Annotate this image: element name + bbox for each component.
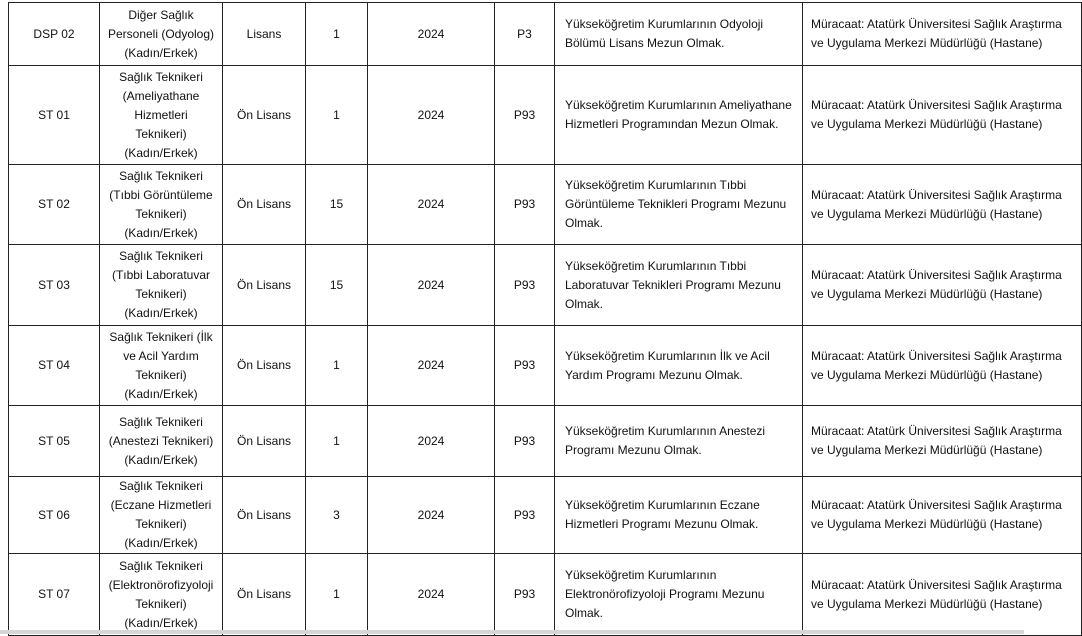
education-level-cell (223, 165, 306, 245)
qualification-line: Yükseköğretim Kurumlarının Anestezi (565, 424, 766, 438)
score-type-cell (495, 66, 555, 165)
education-level-cell (223, 66, 306, 165)
exam-year-cell (368, 406, 495, 477)
position-title-cell (100, 477, 223, 554)
position-title-line: (Kadın/Erkek) (124, 452, 198, 467)
application-cell (803, 3, 1082, 66)
education-level-text: Ön Lisans (236, 197, 292, 211)
position-title-line: Teknikeri) (135, 367, 187, 382)
position-title-line: Teknikeri) (135, 206, 187, 221)
position-title-line: Teknikeri) (135, 596, 187, 611)
position-title-cell (100, 3, 223, 66)
application-cell (803, 165, 1082, 245)
page-bottom-edge (0, 630, 1024, 634)
qualification-line: Bölümü Lisans Mezun Olmak. (565, 36, 725, 50)
position-title-line: Sağlık Teknikeri (119, 479, 203, 493)
score-type-cell (495, 3, 555, 66)
exam-year-cell (368, 3, 495, 66)
position-code-cell (9, 245, 100, 326)
qualification-line: Yükseköğretim Kurumlarının Tıbbi (565, 178, 747, 192)
exam-year-cell (368, 66, 495, 165)
score-type-cell (495, 165, 555, 245)
application-line: Müracaat: Atatürk Üniversitesi Sağlık Araştırma (811, 98, 1062, 112)
qualification-cell (555, 554, 803, 636)
position-title-line: (Kadın/Erkek) (124, 615, 198, 630)
position-code-text: ST 06 (38, 507, 70, 522)
position-title-line: (Eczane Hizmetleri (110, 498, 212, 512)
position-title-line: (Tıbbi Laboratuvar (111, 268, 211, 282)
table-row (9, 165, 1082, 245)
education-level-text: Ön Lisans (236, 358, 292, 372)
application-line: Müracaat: Atatürk Üniversitesi Sağlık Araştırma (811, 268, 1062, 282)
position-title-line: Teknikeri) (135, 287, 187, 301)
position-title-line: (Kadın/Erkek) (124, 306, 198, 320)
quota-text: 15 (329, 277, 344, 292)
application-line: ve Uygulama Merkezi Müdürlüğü (Hastane) (811, 596, 1043, 611)
quota-text: 1 (333, 433, 340, 448)
quota-cell (306, 477, 368, 554)
exam-year-cell (368, 554, 495, 636)
score-type-cell (495, 245, 555, 326)
application-line: Müracaat: Atatürk Üniversitesi Sağlık Araştırma (811, 424, 1062, 438)
qualification-line: Olmak. (565, 216, 604, 230)
qualification-line: Yardım Programı Mezunu Olmak. (565, 367, 743, 382)
exam-year-text: 2024 (417, 433, 445, 448)
positions-table (8, 2, 1082, 636)
education-level-cell (223, 406, 306, 477)
application-cell (803, 326, 1082, 406)
position-code-cell (9, 406, 100, 477)
exam-year-cell (368, 245, 495, 326)
education-level-text: Ön Lisans (236, 507, 292, 522)
position-title-line: Teknikeri) (135, 126, 187, 141)
application-cell (803, 406, 1082, 477)
position-title-line: ve Acil Yardım (123, 348, 199, 363)
quota-text: 3 (333, 507, 340, 522)
position-title-line: Sağlık Teknikeri (119, 249, 203, 263)
position-code-text: ST 04 (38, 358, 70, 372)
education-level-cell (223, 477, 306, 554)
education-level-text: Ön Lisans (236, 433, 292, 448)
quota-cell (306, 554, 368, 636)
score-type-text: P93 (513, 507, 536, 522)
position-title-line: Sağlık Teknikeri (119, 414, 203, 429)
position-title-line: (Kadın/Erkek) (124, 536, 198, 550)
position-title-cell (100, 66, 223, 165)
quota-cell (306, 326, 368, 406)
table-row (9, 245, 1082, 326)
application-line: ve Uygulama Merkezi Müdürlüğü (Hastane) (811, 367, 1043, 382)
position-title-line: (Anestezi Teknikeri) (108, 433, 214, 448)
position-title-line: Sağlık Teknikeri (119, 69, 203, 84)
quota-text: 1 (333, 358, 340, 372)
score-type-cell (495, 554, 555, 636)
exam-year-text: 2024 (417, 507, 445, 522)
application-line: ve Uygulama Merkezi Müdürlüğü (Hastane) (811, 443, 1043, 457)
position-code-cell (9, 326, 100, 406)
application-line: Müracaat: Atatürk Üniversitesi Sağlık Araştırma (811, 187, 1062, 202)
application-line: Müracaat: Atatürk Üniversitesi Sağlık Araştırma (811, 17, 1062, 31)
qualification-line: Yükseköğretim Kurumlarının (565, 568, 717, 582)
application-line: Müracaat: Atatürk Üniversitesi Sağlık Araştırma (811, 348, 1062, 363)
education-level-cell (223, 3, 306, 66)
qualification-line: Olmak. (565, 296, 604, 311)
exam-year-text: 2024 (417, 358, 445, 372)
qualification-line: Laboratuvar Teknikleri Programı Mezunu (565, 277, 781, 292)
exam-year-text: 2024 (417, 277, 445, 292)
quota-cell (306, 3, 368, 66)
score-type-text: P93 (513, 277, 536, 292)
position-title-cell (100, 326, 223, 406)
score-type-text: P93 (513, 197, 536, 211)
quota-cell (306, 245, 368, 326)
position-code-text: DSP 02 (33, 26, 75, 41)
table-row (9, 477, 1082, 554)
application-line: ve Uygulama Merkezi Müdürlüğü (Hastane) (811, 36, 1043, 50)
qualification-cell (555, 66, 803, 165)
exam-year-text: 2024 (417, 197, 445, 211)
position-title-line: (Kadın/Erkek) (124, 45, 198, 60)
table-row (9, 66, 1082, 165)
score-type-text: P93 (513, 433, 536, 448)
table-row (9, 326, 1082, 406)
qualification-line: Yükseköğretim Kurumlarının Tıbbi (565, 258, 747, 273)
position-title-line: (Kadın/Erkek) (124, 145, 198, 160)
score-type-cell (495, 326, 555, 406)
table-body (9, 3, 1082, 636)
position-title-line: (Kadın/Erkek) (124, 225, 198, 240)
quota-text: 15 (329, 197, 344, 211)
position-code-cell (9, 66, 100, 165)
table-row (9, 406, 1082, 477)
education-level-cell (223, 554, 306, 636)
table-row (9, 3, 1082, 66)
position-title-line: Diğer Sağlık (128, 7, 194, 22)
position-code-text: ST 07 (38, 587, 70, 601)
quota-cell (306, 165, 368, 245)
position-code-text: ST 05 (38, 433, 70, 448)
qualification-line: Hizmetleri Programından Mezun Olmak. (565, 117, 779, 131)
education-level-text: Ön Lisans (236, 107, 292, 122)
position-title-cell (100, 554, 223, 636)
application-line: Müracaat: Atatürk Üniversitesi Sağlık Araştırma (811, 577, 1062, 592)
position-title-line: (Ameliyathane (122, 88, 200, 103)
position-code-cell (9, 554, 100, 636)
application-line: ve Uygulama Merkezi Müdürlüğü (Hastane) (811, 517, 1043, 531)
application-line: Müracaat: Atatürk Üniversitesi Sağlık Araştırma (811, 498, 1062, 512)
qualification-line: Görüntüleme Teknikleri Programı Mezunu (565, 197, 787, 211)
position-title-line: (Tıbbi Görüntüleme (109, 187, 213, 202)
score-type-cell (495, 477, 555, 554)
quota-cell (306, 66, 368, 165)
exam-year-cell (368, 477, 495, 554)
application-cell (803, 66, 1082, 165)
quota-cell (306, 406, 368, 477)
position-title-cell (100, 165, 223, 245)
qualification-cell (555, 326, 803, 406)
position-title-line: Sağlık Teknikeri (119, 558, 203, 573)
qualification-line: Yükseköğretim Kurumlarının Eczane (565, 498, 760, 512)
qualification-line: Yükseköğretim Kurumlarının Odyoloji (565, 17, 764, 31)
score-type-cell (495, 406, 555, 477)
qualification-cell (555, 3, 803, 66)
exam-year-text: 2024 (417, 107, 445, 122)
position-code-cell (9, 477, 100, 554)
quota-text: 1 (333, 26, 340, 41)
application-line: ve Uygulama Merkezi Müdürlüğü (Hastane) (811, 117, 1043, 131)
position-title-cell (100, 245, 223, 326)
qualification-cell (555, 406, 803, 477)
quota-text: 1 (333, 587, 340, 601)
position-title-line: Teknikeri) (135, 517, 187, 531)
position-code-cell (9, 165, 100, 245)
position-title-line: Sağlık Teknikeri (119, 168, 203, 183)
education-level-cell (223, 326, 306, 406)
education-level-text: Ön Lisans (236, 587, 292, 601)
position-code-text: ST 03 (38, 277, 70, 292)
exam-year-cell (368, 165, 495, 245)
score-type-text: P3 (517, 26, 532, 41)
qualification-line: Elektronörofizyoloji Programı Mezunu (565, 587, 765, 601)
qualification-line: Yükseköğretim Kurumlarının İlk ve Acil (565, 348, 770, 363)
exam-year-text: 2024 (417, 587, 445, 601)
position-title-line: Personeli (Odyolog) (107, 26, 215, 41)
application-cell (803, 554, 1082, 636)
position-title-cell (100, 406, 223, 477)
qualification-cell (555, 245, 803, 326)
score-type-text: P93 (513, 358, 536, 372)
qualification-line: Olmak. (565, 606, 604, 620)
qualification-line: Programı Mezunu Olmak. (565, 443, 702, 457)
application-cell (803, 245, 1082, 326)
position-code-cell (9, 3, 100, 66)
score-type-text: P93 (513, 107, 536, 122)
exam-year-cell (368, 326, 495, 406)
qualification-line: Yükseköğretim Kurumlarının Ameliyathane (565, 98, 792, 112)
education-level-text: Ön Lisans (236, 277, 292, 292)
table-row (9, 554, 1082, 636)
qualification-cell (555, 477, 803, 554)
education-level-text: Lisans (246, 26, 282, 41)
application-line: ve Uygulama Merkezi Müdürlüğü (Hastane) (811, 287, 1043, 301)
position-code-text: ST 01 (38, 107, 70, 122)
position-title-line: Sağlık Teknikeri (İlk (109, 329, 213, 344)
position-code-text: ST 02 (38, 197, 70, 211)
quota-text: 1 (333, 107, 340, 122)
qualification-cell (555, 165, 803, 245)
position-title-line: (Elektronörofizyoloji (108, 577, 214, 592)
education-level-cell (223, 245, 306, 326)
position-title-line: (Kadın/Erkek) (124, 386, 198, 401)
application-line: ve Uygulama Merkezi Müdürlüğü (Hastane) (811, 206, 1043, 221)
exam-year-text: 2024 (417, 26, 445, 41)
position-title-line: Hizmetleri (134, 107, 188, 122)
score-type-text: P93 (513, 587, 536, 601)
qualification-line: Hizmetleri Programı Mezunu Olmak. (565, 517, 759, 531)
application-cell (803, 477, 1082, 554)
